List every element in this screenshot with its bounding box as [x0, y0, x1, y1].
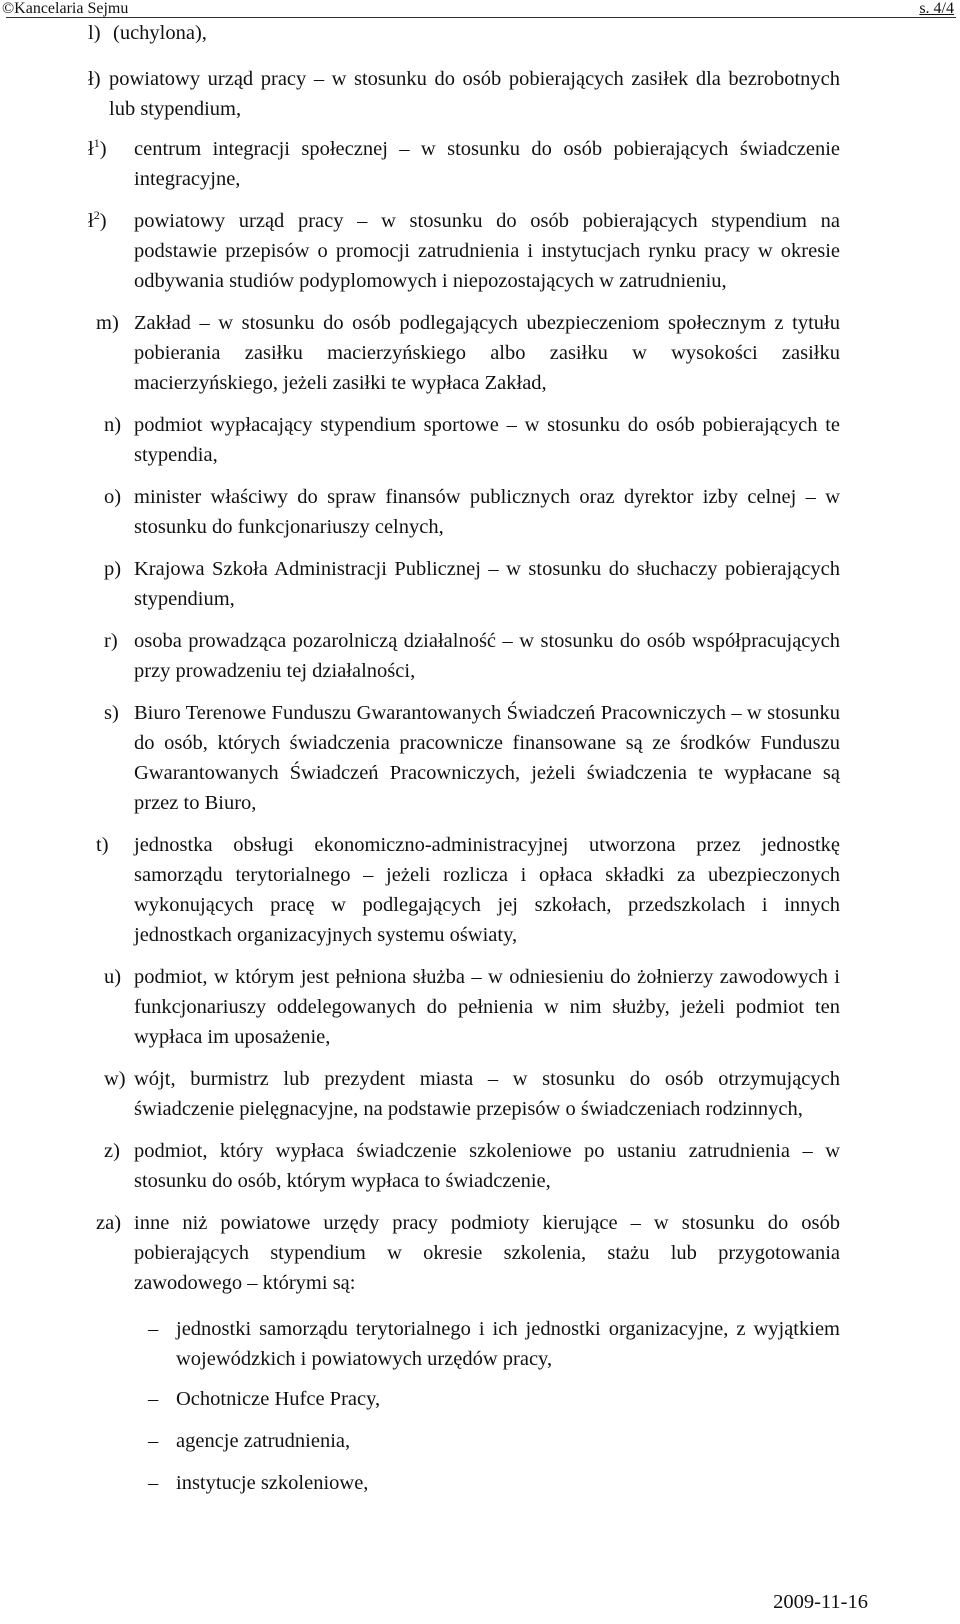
- copyright-label: ©Kancelaria Sejmu: [2, 0, 129, 17]
- list-item-label: s): [104, 702, 119, 724]
- list-item-l-stroke-1: [0, 134, 840, 194]
- list-item-text: osoba prowadząca pozarolniczą działalność – w stosunku do osób współpracujących przy prowadzeniu tej działalności,: [134, 630, 840, 682]
- list-item-text: minister właściwy do spraw finansów publicznych oraz dyrektor izby celnej – w stosunku do funkcjonariuszy celnych,: [134, 486, 840, 538]
- footer-date: 2009-11-16: [773, 1591, 868, 1613]
- list-item-text: Biuro Terenowe Funduszu Gwarantowanych Świadczeń Pracowniczych – w stosunku do osób, których świadczenia pracownicze finansowane są ze środków Funduszu Gwarantowanych Świadczeń Pracowniczych, jeżeli świadczenia te wypłacane są przez to Biuro,: [134, 702, 840, 814]
- document-body: [0, 18, 960, 1498]
- list-item-label: p): [104, 558, 122, 580]
- dash-list-item: [0, 1426, 840, 1456]
- list-item-n: [0, 410, 840, 470]
- list-item-z: [0, 1136, 840, 1196]
- list-item-text: jednostka obsługi ekonomiczno-administracyjnej utworzona przez jednostkę samorządu terytorialnego – jeżeli rozlicza i opłaca składki za ubezpieczonych wykonujących pracę w podlegających jej szkołach, przedszkolach i innych jednostkach organizacyjnych systemu oświaty,: [134, 834, 840, 946]
- list-item-l-stroke-2: [0, 206, 840, 296]
- dash-list-item: [0, 1314, 840, 1374]
- dash-marker: –: [148, 1472, 159, 1494]
- list-item-text: Krajowa Szkoła Administracji Publicznej – w stosunku do słuchaczy pobierających stypendium,: [134, 558, 840, 610]
- list-item-u: [0, 962, 840, 1052]
- list-item-o: [0, 482, 840, 542]
- list-item-r: [0, 626, 840, 686]
- list-item-text: wójt, burmistrz lub prezydent miasta – w stosunku do osób otrzymujących świadczenie pielęgnacyjne, na podstawie przepisów o świadczeniach rodzinnych,: [134, 1068, 840, 1120]
- list-item-l-stroke: [0, 64, 840, 124]
- list-item-text: powiatowy urząd pracy – w stosunku do osób pobierających stypendium na podstawie przepisów o promocji zatrudnienia i instytucjach rynku pracy w okresie odbywania studiów podyplomowych i niepozostających w zatrudnieniu,: [134, 210, 840, 292]
- dash-item-text: agencje zatrudnienia,: [176, 1430, 351, 1452]
- list-item-s: [0, 698, 840, 818]
- page-number: s. 4/4: [919, 0, 954, 17]
- list-item-m: [0, 308, 840, 398]
- list-item-p: [0, 554, 840, 614]
- list-item-text: centrum integracji społecznej – w stosunku do osób pobierających świadczenie integracyjne,: [134, 138, 840, 190]
- list-item-l: [0, 18, 840, 48]
- dash-item-text: Ochotnicze Hufce Pracy,: [176, 1388, 381, 1410]
- dash-item-text: instytucje szkoleniowe,: [176, 1472, 369, 1494]
- list-item-label: l): [88, 22, 101, 44]
- list-item-label: $ł^1$): [88, 136, 107, 160]
- list-item-label: t): [96, 834, 109, 856]
- list-item-label: o): [104, 486, 122, 508]
- dash-marker: –: [148, 1318, 159, 1340]
- dash-marker: –: [148, 1388, 159, 1410]
- list-item-label: m): [96, 312, 119, 334]
- list-item-t: [0, 830, 840, 950]
- list-item-label: r): [104, 630, 118, 652]
- dash-marker: –: [148, 1430, 159, 1452]
- list-item-label: ł): [88, 68, 101, 90]
- dash-item-text: jednostki samorządu terytorialnego i ich jednostki organizacyjne, z wyjątkiem wojewódzkich i powiatowych urzędów pracy,: [176, 1318, 840, 1370]
- list-item-label: z): [104, 1140, 120, 1162]
- dash-list-item: [0, 1468, 840, 1498]
- list-item-text: podmiot, w którym jest pełniona służba – w odniesieniu do żołnierzy zawodowych i funkcjonariuszy oddelegowanych do pełnienia w nim służby, jeżeli podmiot ten wypłaca im uposażenie,: [134, 966, 840, 1048]
- list-item-w: [0, 1064, 840, 1124]
- list-item-label: $ł^2$): [88, 208, 107, 232]
- list-item-label: w): [104, 1068, 126, 1090]
- list-item-label: u): [104, 966, 122, 988]
- list-item-text: inne niż powiatowe urzędy pracy podmioty kierujące – w stosunku do osób pobierających stypendium w okresie szkolenia, stażu lub przygotowania zawodowego – którymi są:: [134, 1212, 840, 1294]
- list-item-label: za): [96, 1212, 122, 1234]
- dash-list-item: [0, 1384, 840, 1414]
- list-item-text: (uchylona),: [113, 22, 207, 44]
- list-item-text: powiatowy urząd pracy – w stosunku do osób pobierających zasiłek dla bezrobotnych lub stypendium,: [109, 68, 840, 120]
- list-item-text: podmiot, który wypłaca świadczenie szkoleniowe po ustaniu zatrudnienia – w stosunku do osób, którym wypłaca to świadczenie,: [134, 1140, 840, 1192]
- list-item-text: podmiot wypłacający stypendium sportowe – w stosunku do osób pobierających te stypendia,: [134, 414, 840, 466]
- list-item-label: n): [104, 414, 122, 436]
- list-item-za: [0, 1208, 840, 1298]
- list-item-text: Zakład – w stosunku do osób podlegających ubezpieczeniom społecznym z tytułu pobierania zasiłku macierzyńskiego albo zasiłku w wysokości zasiłku macierzyńskiego, jeżeli zasiłki te wypłaca Zakład,: [134, 312, 840, 394]
